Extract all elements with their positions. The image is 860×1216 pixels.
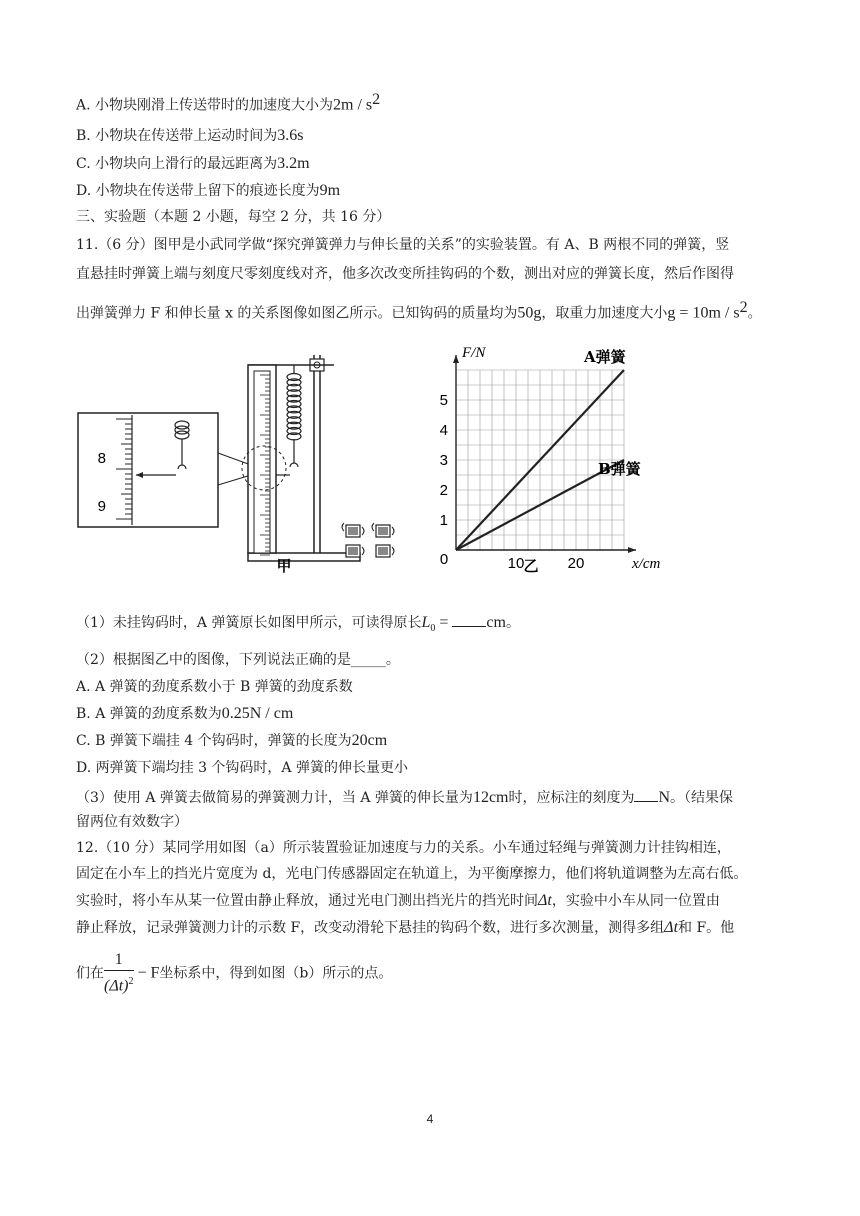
q11-opt-c: C. B 弹簧下端挂 4 个钩码时，弹簧的长度为20cm (76, 732, 388, 749)
y-tick-label: 1 (439, 512, 448, 529)
chart-yi (440, 345, 661, 572)
option-a: A. 小物块刚滑上传送带时的加速度大小为$2m / s^2$ (76, 91, 381, 114)
q12-line2: 固定在小车上的挡光片宽度为 d，光电门传感器固定在轨道上，为平衡摩擦力，他们将轨道调整为左高右低。 (76, 866, 748, 882)
q11-sub3: （3）使用 A 弹簧去做简易的弹簧测力计，当 A 弹簧的伸长量为12cm时，应标注的刻度为 N。（结果保 (76, 789, 734, 806)
y-tick-label: 4 (439, 422, 448, 439)
y-axis-label: F/N (462, 345, 486, 361)
y-tick-label: 5 (439, 392, 448, 409)
figure (76, 335, 696, 575)
weights-icon (342, 523, 394, 557)
q12-line5: 们在 $\frac{1}{(\Delta t)^2}$ − F坐标系中，得到如图（b）所示的点。 (76, 950, 392, 997)
series-label-b: B弹簧 (598, 460, 641, 478)
q11-opt-d: D. 两弹簧下端均挂 3 个钩码时，A 弹簧的伸长量更小 (76, 760, 408, 776)
y-tick-label: 2 (439, 482, 448, 499)
q11-line3: 出弹簧弹力 F 和伸长量 x 的关系图像如图乙所示。已知钩码的质量均为50g，取重力加速度大小$g = 10m / s^2$。 (76, 299, 762, 322)
x-tick-label: 10 (507, 555, 525, 572)
q12-line4: 静止释放，记录弹簧测力计的示数 F，改变动滑轮下悬挂的钩码个数，进行多次测量，测得多组Δt和 F。他 (76, 919, 735, 936)
ruler-zoom-box (78, 413, 218, 527)
option-d: D. 小物块在传送带上留下的痕迹长度为9m (76, 182, 341, 199)
y-tick-label: 3 (439, 452, 448, 469)
q11-sub1: （1）未挂钩码时，A 弹簧原长如图甲所示，可读得原长$L_0$ = cm。 (76, 614, 520, 634)
label-jia: 甲 (276, 557, 292, 575)
answer-blank-1[interactable] (452, 612, 486, 627)
x-axis-label: x/cm (632, 556, 661, 572)
option-b: B. 小物块在传送带上运动时间为3.6s (76, 127, 304, 144)
q11-opt-b: B. A 弹簧的劲度系数为0.25N / cm (76, 705, 294, 722)
q11-sub2: （2）根据图乙中的图像，下列说法正确的是_____。 (76, 652, 400, 668)
apparatus-stand (242, 355, 360, 561)
zoom-label-9: 9 (97, 498, 106, 515)
q12-line3: 实验时，将小车从某一位置由静止释放，通过光电门测出挡光片的挡光时间Δt，实验中小车从同一位置由 (76, 892, 720, 909)
q11-sub3-line2: 留两位有效数字） (76, 814, 188, 830)
answer-blank-3[interactable] (634, 787, 658, 802)
x-tick-label: 20 (567, 555, 585, 572)
q11-line2: 直悬挂时弹簧上端与刻度尺零刻度线对齐，他多次改变所挂钩码的个数，测出对应的弹簧长度，然后作图得 (76, 266, 734, 282)
zoom-label-8: 8 (97, 450, 106, 467)
option-c: C. 小物块向上滑行的最远距离为3.2m (76, 155, 310, 172)
q12-line1: 12.（10 分）某同学用如图（a）所示装置验证加速度与力的关系。小车通过轻绳与弹簧测力计挂钩相连， (76, 840, 731, 856)
q11-line1: 11.（6 分）图甲是小武同学做“探究弹簧弹力与伸长量的关系”的实验装置。有 A、B 两根不同的弹簧，竖 (76, 237, 730, 253)
origin-label: 0 (439, 551, 449, 568)
fraction: $\frac{1}{(\Delta t)^2}$ (104, 951, 134, 995)
series-label-a: A弹簧 (584, 348, 626, 366)
spring-icon (276, 365, 301, 475)
section-title: 三、实验题（本题 2 小题，每空 2 分，共 16 分） (76, 209, 391, 225)
x-axis-arrow (628, 547, 636, 553)
page-number: 4 (426, 1112, 434, 1126)
q11-opt-a: A. A 弹簧的劲度系数小于 B 弹簧的劲度系数 (76, 679, 353, 695)
label-yi: 乙 (523, 557, 539, 575)
y-axis-arrow (453, 355, 459, 363)
